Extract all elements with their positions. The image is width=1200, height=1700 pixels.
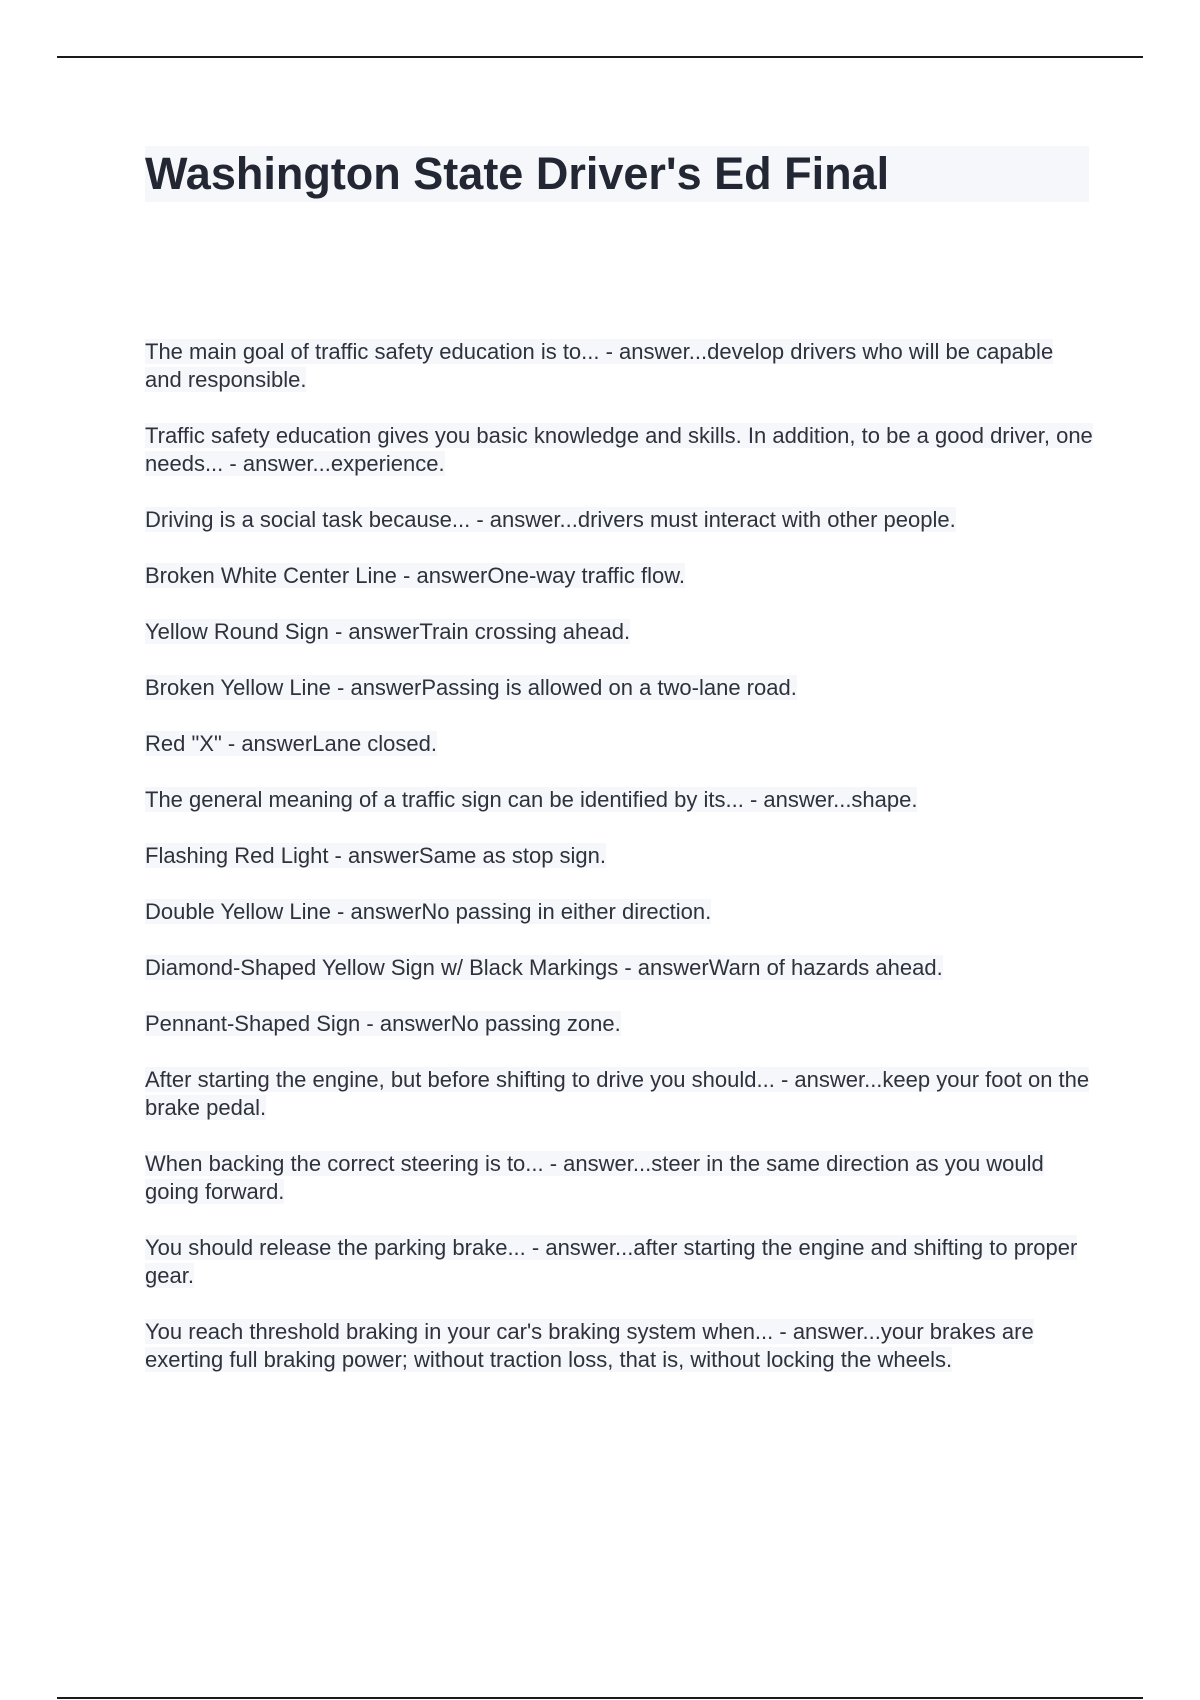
qa-item	[145, 1318, 1095, 1374]
qa-item	[145, 506, 1095, 534]
qa-item	[145, 1234, 1095, 1290]
qa-item	[145, 730, 1095, 758]
qa-item	[145, 842, 1095, 870]
qa-text: After starting the engine, but before shifting to drive you should... - answer...keep your foot on the brake pedal.	[145, 1067, 1090, 1120]
qa-text: Broken White Center Line - answerOne-way traffic flow.	[145, 563, 686, 588]
qa-item	[145, 618, 1095, 646]
qa-text: Diamond-Shaped Yellow Sign w/ Black Markings - answerWarn of hazards ahead.	[145, 955, 943, 980]
qa-item	[145, 898, 1095, 926]
qa-item	[145, 786, 1095, 814]
qa-text: The main goal of traffic safety education is to... - answer...develop drivers who will be capable and responsible.	[145, 339, 1054, 392]
qa-item	[145, 562, 1095, 590]
qa-item	[145, 338, 1095, 394]
top-rule	[57, 56, 1143, 58]
qa-text: You should release the parking brake... - answer...after starting the engine and shifting to proper gear.	[145, 1235, 1078, 1288]
qa-text: Broken Yellow Line - answerPassing is allowed on a two-lane road.	[145, 675, 797, 700]
bottom-rule	[57, 1697, 1143, 1699]
qa-text: You reach threshold braking in your car's braking system when... - answer...your brakes are exerting full braking power; without traction loss, that is, without locking the wheels.	[145, 1319, 1034, 1372]
qa-text: Pennant-Shaped Sign - answerNo passing zone.	[145, 1011, 621, 1036]
qa-item	[145, 1010, 1095, 1038]
qa-list	[145, 338, 1095, 1402]
qa-text: When backing the correct steering is to... - answer...steer in the same direction as you would going forward.	[145, 1151, 1044, 1204]
qa-text: Yellow Round Sign - answerTrain crossing ahead.	[145, 619, 631, 644]
qa-text: Red "X" - answerLane closed.	[145, 731, 437, 756]
qa-item	[145, 954, 1095, 982]
qa-text: Flashing Red Light - answerSame as stop sign.	[145, 843, 607, 868]
qa-item	[145, 422, 1095, 478]
qa-text: Traffic safety education gives you basic knowledge and skills. In addition, to be a good driver, one needs... - answer...experience.	[145, 423, 1093, 476]
qa-item	[145, 1150, 1095, 1206]
qa-item	[145, 1066, 1095, 1122]
qa-text: Driving is a social task because... - answer...drivers must interact with other people.	[145, 507, 956, 532]
document-title: Washington State Driver's Ed Final	[145, 148, 890, 199]
qa-text: Double Yellow Line - answerNo passing in either direction.	[145, 899, 712, 924]
qa-text: The general meaning of a traffic sign can be identified by its... - answer...shape.	[145, 787, 918, 812]
qa-item	[145, 674, 1095, 702]
